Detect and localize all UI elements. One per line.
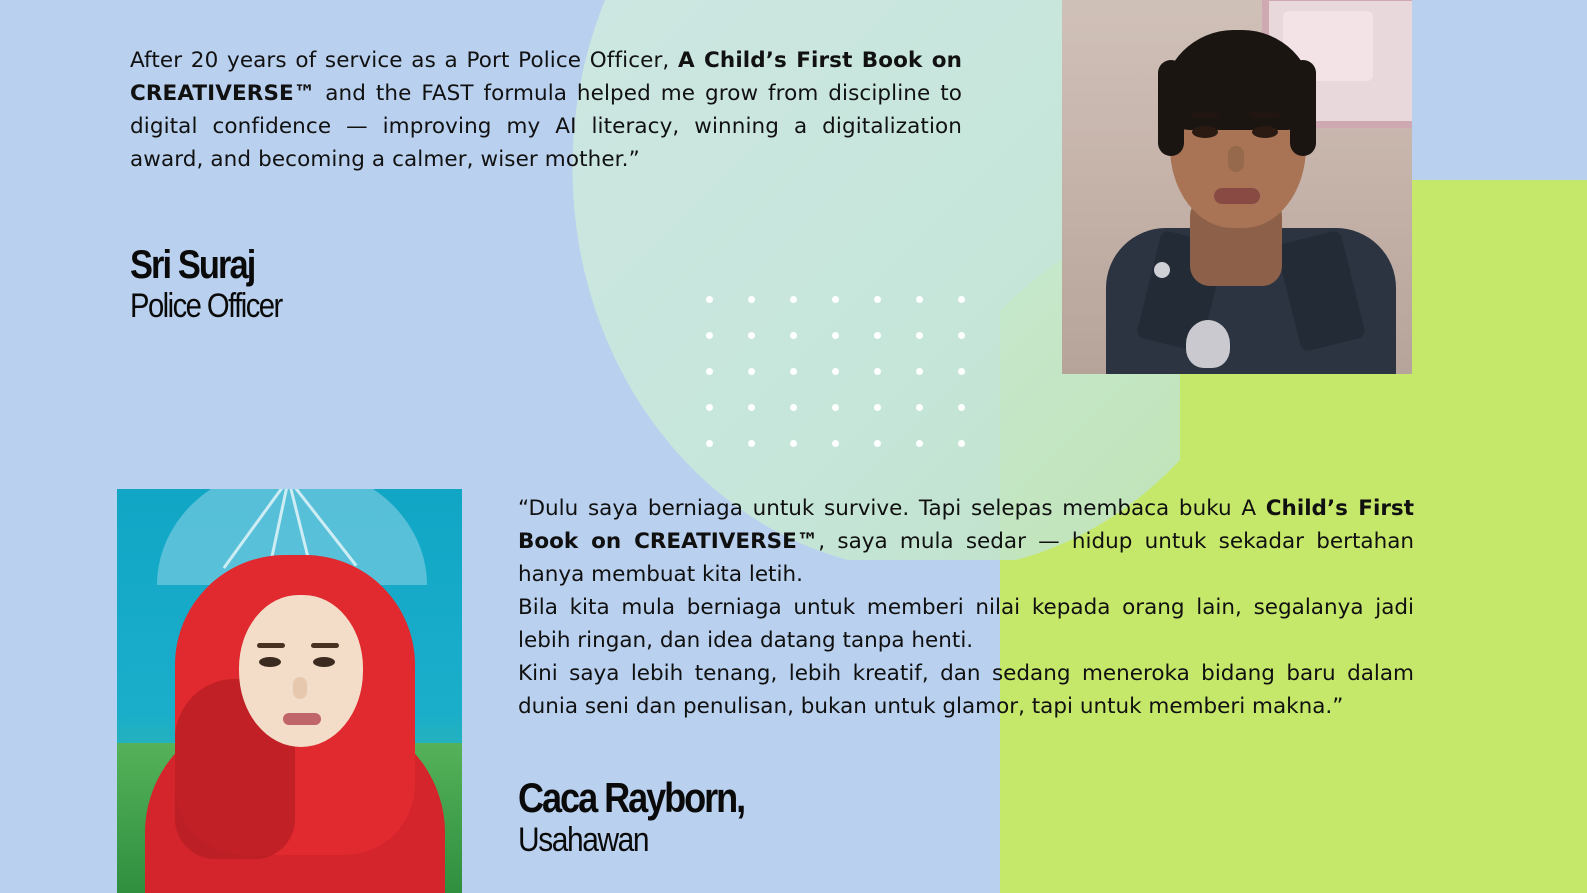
quote-top-part2: and the FAST formula helped me grow from discipline to digital confidence — improving my AI literacy, winning a digitalization award, and becoming a calmer, wiser mother.” [130, 81, 962, 172]
officer-mouth [1214, 188, 1260, 204]
officer-hair-right [1290, 60, 1316, 156]
quote-top-part1: After 20 years of service as a Port Police Officer, [130, 48, 678, 73]
photo-entrepreneur [117, 489, 462, 893]
author-name-top: Sri Suraj [130, 243, 255, 287]
quote-bottom-part1: “Dulu saya berniaga untuk survive. Tapi selepas membaca buku A [518, 496, 1266, 521]
author-role-top: Police Officer [130, 287, 282, 325]
entrepreneur-mouth [283, 713, 321, 725]
entrepreneur-eye-left [259, 657, 281, 667]
entrepreneur-eye-right [313, 657, 335, 667]
officer-rank-pip-icon [1154, 262, 1170, 278]
officer-eye-right [1252, 126, 1278, 138]
quote-bottom-bold: Child’s First Book on CREATIVERSE™ [518, 496, 1414, 554]
entrepreneur-nose [293, 677, 307, 699]
officer-badge-icon [1186, 320, 1230, 368]
testimonial-top-quote [130, 44, 962, 176]
testimonial-top-author [130, 243, 306, 325]
author-role-bottom: Usahawan [518, 821, 649, 859]
officer-eyebrow-left [1190, 112, 1220, 118]
officer-eyebrow-right [1250, 112, 1280, 118]
testimonial-bottom-author [518, 775, 781, 859]
officer-hair-left [1158, 60, 1184, 156]
entrepreneur-eyebrow-right [311, 643, 339, 648]
officer-nose [1228, 146, 1244, 172]
testimonial-bottom-quote [518, 492, 1414, 723]
quote-text-bottom-p2: Bila kita mula berniaga untuk memberi nilai kepada orang lain, segalanya jadi lebih ringan, dan idea datang tanpa henti. [518, 595, 1414, 653]
quote-text-bottom-p1 [518, 492, 1414, 591]
photo-police-officer [1062, 0, 1412, 374]
quote-text-bottom-p3: Kini saya lebih tenang, lebih kreatif, dan sedang meneroka bidang baru dalam dunia seni dan penulisan, bukan untuk glamor, tapi untuk memberi makna.” [518, 661, 1414, 719]
author-name-bottom: Caca Rayborn, [518, 774, 745, 821]
entrepreneur-eyebrow-left [257, 643, 285, 648]
dot-grid-decoration [706, 296, 1000, 476]
officer-eye-left [1192, 126, 1218, 138]
quote-text-top [130, 44, 962, 176]
quote-bottom-part2: , saya mula sedar — hidup untuk sekadar bertahan hanya membuat kita letih. [518, 529, 1414, 587]
quote-top-bold: A Child’s First Book on CREATIVERSE™ [130, 48, 962, 106]
